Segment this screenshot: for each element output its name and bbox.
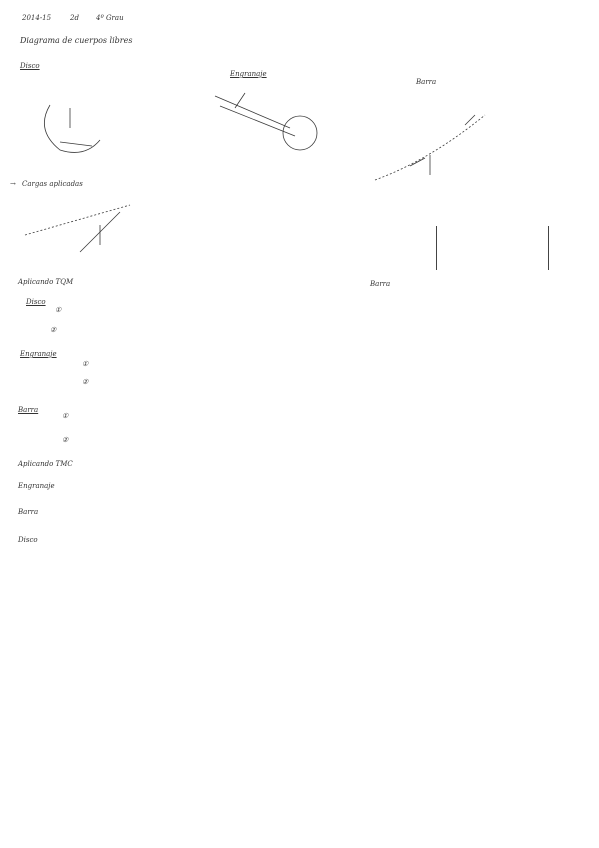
circled-1b-icon: ① [82,360,89,368]
engranaje-sketch [210,88,330,168]
disco-label: Disco [26,298,46,306]
header-year: 2014-15 [22,14,52,22]
cargas-line-1 [25,205,130,235]
barra-label-2: Barra [18,508,39,516]
section-disco: Disco [20,62,40,70]
cargas-sketch [20,200,160,260]
disco-label-2: Disco [18,536,38,544]
circled-1-icon: ① [55,306,62,314]
aplicando-tmc: Aplicando TMC [18,460,73,468]
engranaje-label-2: Engranaje [18,482,55,490]
barra-label: Barra [18,406,39,414]
circled-2-icon: ② [50,326,57,334]
engranaje-bar [215,96,290,128]
section-cargas: Cargas aplicadas [22,180,83,188]
arrow-icon: → [10,180,16,188]
engranaje-force [235,93,245,108]
section-engranaje: Engranaje [230,70,267,78]
aplicando-tqm: Aplicando TQM [18,278,74,286]
barra-force-1 [410,158,425,166]
header-term: 2d [70,14,79,22]
header-group: 4º Grau [96,14,124,22]
right-note: Barra [370,280,391,288]
page-title: Diagrama de cuerpos libres [20,36,133,45]
matrix-bracket-right [548,226,549,270]
matrix-bracket-left [436,226,437,270]
barra-sketch [370,100,500,190]
circled-2c-icon: ② [62,436,69,444]
circled-2b-icon: ② [82,378,89,386]
disco-arc [44,105,100,152]
section-barra: Barra [416,78,437,86]
barra-force-3 [465,115,475,125]
disco-base-line [60,142,92,146]
disco-sketch [30,80,120,160]
circled-1c-icon: ① [62,412,69,420]
engranaje-label: Engranaje [20,350,57,358]
engranaje-bar-2 [220,106,295,136]
